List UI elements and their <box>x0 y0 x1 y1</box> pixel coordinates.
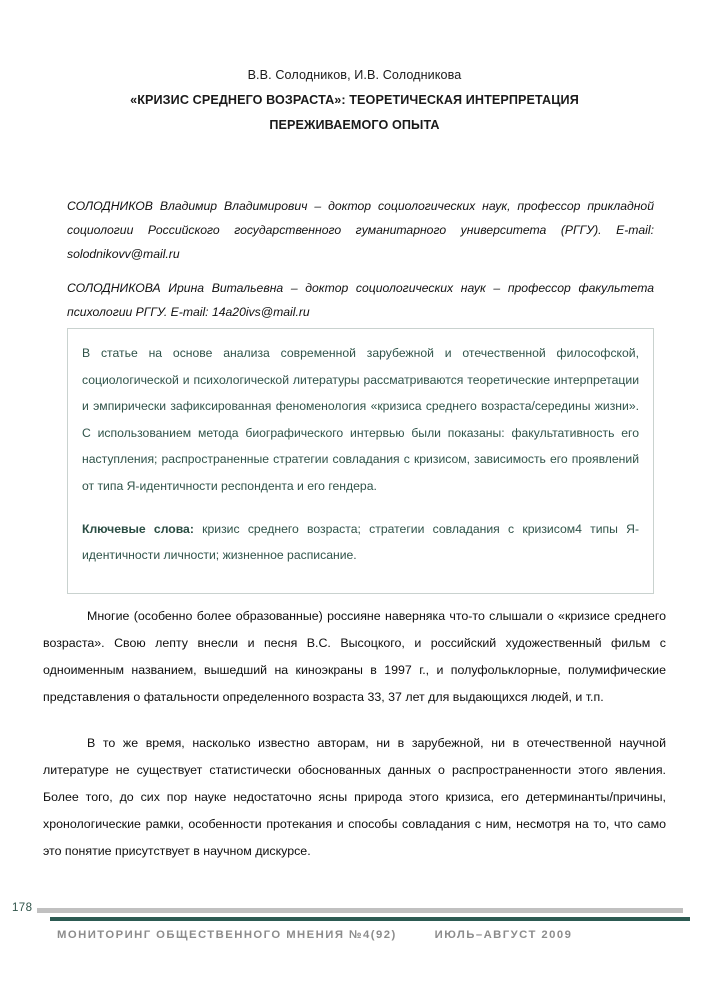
page-title <box>60 88 649 138</box>
footer-text <box>57 929 677 941</box>
footer-rule-teal <box>50 917 690 921</box>
keywords-line <box>82 516 639 569</box>
keywords-value: кризис среднего возраста; стратегии совладания с кризисом4 типы Я-идентичности личности; жизненное расписание. <box>82 521 640 563</box>
page-number: 178 <box>12 902 33 914</box>
author-bio-2: СОЛОДНИКОВА Ирина Витальевна – доктор социологических наук – профессор факультета психологии РГГУ. E-mail: 14a20ivs@mail.ru <box>67 280 654 319</box>
footer-date-range: ИЮЛЬ–АВГУСТ 2009 <box>434 929 573 941</box>
body-paragraph-2: В то же время, насколько известно авторам, ни в зарубежной, ни в отечественной научной литературе не существует статистически обоснованных данных о распространенности этого явления. Более того, до сих пор науке недостаточно ясны природа этого кризиса, его детерминанты/причины, хронологические рамки, особенности протекания и способы совладания с ним, несмотря на то, что само это понятие присутствует в научном дискурсе. <box>43 736 666 858</box>
footer-rule-gray <box>37 908 683 913</box>
footer-journal-issue: МОНИТОРИНГ ОБЩЕСТВЕННОГО МНЕНИЯ №4(92) <box>57 929 397 941</box>
title-block <box>60 63 649 138</box>
article-title-line-2: ПЕРЕЖИВАЕМОГО ОПЫТА <box>269 118 440 132</box>
body-text <box>43 603 666 865</box>
author-bios <box>67 194 654 324</box>
article-title-line-1: «КРИЗИС СРЕДНЕГО ВОЗРАСТА»: ТЕОРЕТИЧЕСКАЯ ИНТЕРПРЕТАЦИЯ <box>130 93 579 107</box>
abstract-box <box>67 328 654 594</box>
author-bio-1: СОЛОДНИКОВ Владимир Владимирович – доктор социологических наук, профессор прикладной социологии Российского государственного гуманитарного университета (РГГУ). E-mail: solodnikovv@mail.ru <box>67 199 654 262</box>
abstract-body: В статье на основе анализа современной зарубежной и отечественной философской, социологической и психологической литературы рассматриваются теоретические интерпретации и эмпирически зафиксированная феноменология «кризиса среднего возраста/середины жизни». С использованием метода биографического интервью были показаны: факультативность его наступления; распространенные стратегии совладания с кризисом, зависимость его проявлений от типа Я-идентичности респондента и его гендера. <box>82 346 639 493</box>
authors-line: В.В. Солодников, И.В. Солодникова <box>247 68 462 82</box>
keywords-label: Ключевые слова: <box>82 521 194 536</box>
body-paragraph-1: Многие (особенно более образованные) россияне наверняка что-то слышали о «кризисе среднего возраста». Свою лепту внесли и песня В.С. Высоцкого, и российский художественный фильм с одноименным названием, вышедший на киноэкраны в 1997 г., и полуфольклорные, полумифические представления о фатальности определенного возраста 33, 37 лет для выдающихся людей, и т.п. <box>43 609 666 704</box>
